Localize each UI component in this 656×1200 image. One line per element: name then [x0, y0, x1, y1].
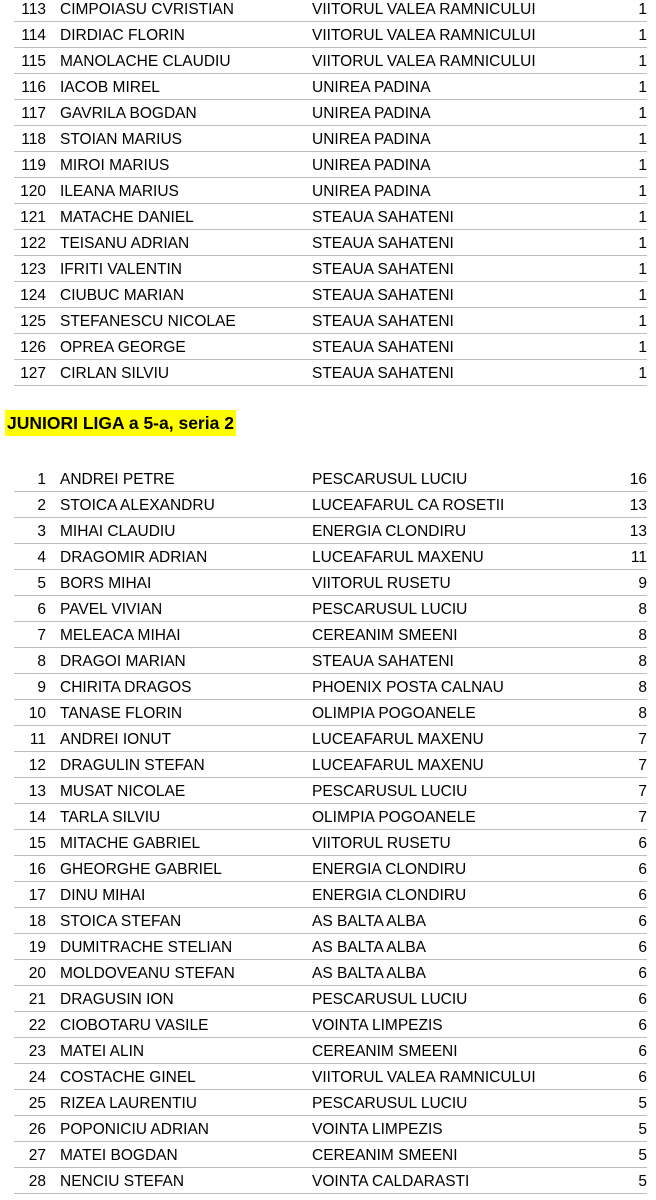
team-cell: STEAUA SAHATENI	[312, 287, 454, 304]
player-name-cell: DRAGUSIN ION	[60, 991, 174, 1008]
table-row	[0, 805, 656, 831]
table-row	[0, 257, 656, 283]
row-divider	[14, 307, 647, 308]
rank-cell: 123	[20, 261, 46, 278]
rank-cell: 21	[28, 991, 46, 1008]
row-divider	[14, 203, 647, 204]
team-cell: STEAUA SAHATENI	[312, 235, 454, 252]
rank-cell: 127	[20, 365, 46, 382]
rank-cell: 12	[28, 757, 46, 774]
goals-cell: 7	[638, 757, 647, 774]
table-row	[0, 701, 656, 727]
rank-cell: 26	[28, 1121, 46, 1138]
goals-cell: 8	[638, 627, 647, 644]
table-row	[0, 649, 656, 675]
goals-cell: 6	[638, 887, 647, 904]
goals-cell: 1	[638, 235, 647, 252]
player-name-cell: RIZEA LAURENTIU	[60, 1095, 197, 1112]
table-row	[0, 675, 656, 701]
team-cell: VIITORUL VALEA RAMNICULUI	[312, 1069, 536, 1086]
goals-cell: 5	[638, 1095, 647, 1112]
table-row	[0, 987, 656, 1013]
goals-cell: 13	[629, 523, 647, 540]
team-cell: PHOENIX POSTA CALNAU	[312, 679, 504, 696]
team-cell: PESCARUSUL LUCIU	[312, 471, 468, 488]
team-cell: PESCARUSUL LUCIU	[312, 783, 468, 800]
goals-cell: 11	[630, 549, 647, 566]
table-row	[0, 831, 656, 857]
player-name-cell: DUMITRACHE STELIAN	[60, 939, 233, 956]
team-cell: VIITORUL VALEA RAMNICULUI	[312, 53, 536, 70]
row-divider	[14, 673, 647, 674]
goals-cell: 7	[638, 809, 647, 826]
rank-cell: 124	[20, 287, 46, 304]
table-row	[0, 493, 656, 519]
scorers-table-juniori-seria-2	[0, 467, 656, 1195]
rank-cell: 2	[37, 497, 46, 514]
goals-cell: 7	[638, 783, 647, 800]
goals-cell: 1	[638, 313, 647, 330]
player-name-cell: CIMPOIASU CVRISTIAN	[60, 1, 234, 18]
table-row	[0, 545, 656, 571]
team-cell: UNIREA PADINA	[312, 183, 431, 200]
goals-cell: 1	[638, 1, 647, 18]
team-cell: UNIREA PADINA	[312, 131, 431, 148]
rank-cell: 15	[28, 835, 46, 852]
row-divider	[14, 725, 647, 726]
row-divider	[14, 777, 647, 778]
table-row	[0, 205, 656, 231]
goals-cell: 6	[638, 965, 647, 982]
team-cell: CEREANIM SMEENI	[312, 1147, 458, 1164]
goals-cell: 1	[638, 365, 647, 382]
player-name-cell: GAVRILA BOGDAN	[60, 105, 197, 122]
row-divider	[14, 699, 647, 700]
table-row	[0, 309, 656, 335]
row-divider	[14, 1115, 647, 1116]
team-cell: STEAUA SAHATENI	[312, 261, 454, 278]
team-cell: PESCARUSUL LUCIU	[312, 601, 468, 618]
rank-cell: 125	[20, 313, 46, 330]
rank-cell: 113	[21, 1, 46, 18]
row-divider	[14, 829, 647, 830]
table-row	[0, 1143, 656, 1169]
team-cell: OLIMPIA POGOANELE	[312, 809, 476, 826]
goals-cell: 1	[638, 27, 647, 44]
player-name-cell: STEFANESCU NICOLAE	[60, 313, 236, 330]
row-divider	[14, 1141, 647, 1142]
rank-cell: 11	[29, 731, 46, 748]
row-divider	[14, 491, 647, 492]
goals-cell: 1	[638, 105, 647, 122]
table-row	[0, 127, 656, 153]
team-cell: VOINTA CALDARASTI	[312, 1173, 470, 1190]
player-name-cell: MATACHE DANIEL	[60, 209, 194, 226]
rank-cell: 20	[28, 965, 46, 982]
goals-cell: 1	[638, 209, 647, 226]
player-name-cell: BORS MIHAI	[60, 575, 152, 592]
team-cell: LUCEAFARUL CA ROSETII	[312, 497, 505, 514]
goals-cell: 1	[638, 183, 647, 200]
team-cell: STEAUA SAHATENI	[312, 339, 454, 356]
goals-cell: 6	[638, 913, 647, 930]
rank-cell: 114	[21, 27, 46, 44]
row-divider	[14, 985, 647, 986]
table-row	[0, 779, 656, 805]
player-name-cell: MELEACA MIHAI	[60, 627, 181, 644]
table-row	[0, 1117, 656, 1143]
team-cell: VOINTA LIMPEZIS	[312, 1017, 443, 1034]
player-name-cell: MATEI ALIN	[60, 1043, 145, 1060]
team-cell: ENERGIA CLONDIRU	[312, 887, 467, 904]
table-row	[0, 1039, 656, 1065]
goals-cell: 5	[638, 1147, 647, 1164]
row-divider	[14, 1037, 647, 1038]
rank-cell: 19	[28, 939, 46, 956]
row-divider	[14, 177, 647, 178]
team-cell: PESCARUSUL LUCIU	[312, 1095, 468, 1112]
row-divider	[14, 855, 647, 856]
player-name-cell: MIHAI CLAUDIU	[60, 523, 176, 540]
rank-cell: 120	[20, 183, 46, 200]
player-name-cell: DIRDIAC FLORIN	[60, 27, 185, 44]
row-divider	[14, 1011, 647, 1012]
player-name-cell: GHEORGHE GABRIEL	[60, 861, 222, 878]
player-name-cell: DRAGOMIR ADRIAN	[60, 549, 208, 566]
player-name-cell: MITACHE GABRIEL	[60, 835, 201, 852]
team-cell: PESCARUSUL LUCIU	[312, 991, 468, 1008]
goals-cell: 13	[629, 497, 647, 514]
team-cell: LUCEAFARUL MAXENU	[312, 757, 484, 774]
rank-cell: 3	[37, 523, 46, 540]
goals-cell: 1	[638, 261, 647, 278]
team-cell: STEAUA SAHATENI	[312, 313, 454, 330]
player-name-cell: POPONICIU ADRIAN	[60, 1121, 209, 1138]
player-name-cell: OPREA GEORGE	[60, 339, 186, 356]
player-name-cell: PAVEL VIVIAN	[60, 601, 163, 618]
row-divider	[14, 1193, 647, 1194]
table-row	[0, 101, 656, 127]
player-name-cell: DRAGOI MARIAN	[60, 653, 186, 670]
table-row	[0, 179, 656, 205]
table-row	[0, 231, 656, 257]
player-name-cell: NENCIU STEFAN	[60, 1173, 185, 1190]
player-name-cell: MOLDOVEANU STEFAN	[60, 965, 235, 982]
rank-cell: 17	[28, 887, 46, 904]
table-row	[0, 857, 656, 883]
table-row	[0, 153, 656, 179]
rank-cell: 7	[37, 627, 46, 644]
team-cell: STEAUA SAHATENI	[312, 365, 454, 382]
player-name-cell: CIRLAN SILVIU	[60, 365, 170, 382]
goals-cell: 6	[638, 1069, 647, 1086]
row-divider	[14, 1089, 647, 1090]
table-row	[0, 519, 656, 545]
team-cell: CEREANIM SMEENI	[312, 1043, 458, 1060]
player-name-cell: ILEANA MARIUS	[60, 183, 179, 200]
table-row	[0, 1169, 656, 1195]
player-name-cell: TANASE FLORIN	[60, 705, 183, 722]
player-name-cell: IACOB MIREL	[60, 79, 160, 96]
team-cell: AS BALTA ALBA	[312, 939, 427, 956]
goals-cell: 6	[638, 835, 647, 852]
row-divider	[14, 385, 647, 386]
rank-cell: 28	[28, 1173, 46, 1190]
team-cell: CEREANIM SMEENI	[312, 627, 458, 644]
goals-cell: 5	[638, 1121, 647, 1138]
rank-cell: 27	[28, 1147, 46, 1164]
player-name-cell: STOICA STEFAN	[60, 913, 182, 930]
table-row	[0, 597, 656, 623]
rank-cell: 23	[28, 1043, 46, 1060]
scorers-table-top	[0, 0, 656, 387]
row-divider	[14, 1063, 647, 1064]
rank-cell: 4	[37, 549, 46, 566]
team-cell: VIITORUL RUSETU	[312, 575, 451, 592]
row-divider	[14, 959, 647, 960]
team-cell: VIITORUL VALEA RAMNICULUI	[312, 27, 536, 44]
goals-cell: 6	[638, 1017, 647, 1034]
row-divider	[14, 125, 647, 126]
table-row	[0, 0, 656, 23]
table-row	[0, 909, 656, 935]
team-cell: LUCEAFARUL MAXENU	[312, 731, 484, 748]
section-heading: JUNIORI LIGA a 5-a, seria 2	[5, 410, 236, 436]
row-divider	[14, 229, 647, 230]
goals-cell: 8	[638, 653, 647, 670]
goals-cell: 6	[638, 1043, 647, 1060]
goals-cell: 5	[638, 1173, 647, 1190]
team-cell: ENERGIA CLONDIRU	[312, 523, 467, 540]
team-cell: UNIREA PADINA	[312, 105, 431, 122]
player-name-cell: MANOLACHE CLAUDIU	[60, 53, 231, 70]
table-row	[0, 1013, 656, 1039]
team-cell: UNIREA PADINA	[312, 157, 431, 174]
team-cell: STEAUA SAHATENI	[312, 209, 454, 226]
row-divider	[14, 151, 647, 152]
player-name-cell: CIOBOTARU VASILE	[60, 1017, 209, 1034]
team-cell: STEAUA SAHATENI	[312, 653, 454, 670]
goals-cell: 8	[638, 679, 647, 696]
rank-cell: 10	[28, 705, 46, 722]
team-cell: ENERGIA CLONDIRU	[312, 861, 467, 878]
player-name-cell: TEISANU ADRIAN	[60, 235, 190, 252]
table-row	[0, 1065, 656, 1091]
table-row	[0, 883, 656, 909]
team-cell: OLIMPIA POGOANELE	[312, 705, 476, 722]
rank-cell: 121	[20, 209, 46, 226]
goals-cell: 6	[638, 861, 647, 878]
table-row	[0, 571, 656, 597]
team-cell: VIITORUL VALEA RAMNICULUI	[312, 1, 536, 18]
rank-cell: 6	[37, 601, 46, 618]
team-cell: AS BALTA ALBA	[312, 965, 427, 982]
row-divider	[14, 255, 647, 256]
rank-cell: 9	[37, 679, 46, 696]
player-name-cell: MIROI MARIUS	[60, 157, 170, 174]
rank-cell: 5	[37, 575, 46, 592]
row-divider	[14, 1167, 647, 1168]
rank-cell: 24	[28, 1069, 46, 1086]
table-row	[0, 49, 656, 75]
goals-cell: 1	[638, 53, 647, 70]
goals-cell: 7	[638, 731, 647, 748]
row-divider	[14, 647, 647, 648]
player-name-cell: STOIAN MARIUS	[60, 131, 183, 148]
rank-cell: 16	[28, 861, 46, 878]
row-divider	[14, 21, 647, 22]
row-divider	[14, 751, 647, 752]
table-row	[0, 335, 656, 361]
rank-cell: 119	[21, 157, 46, 174]
rank-cell: 117	[21, 105, 46, 122]
rank-cell: 13	[28, 783, 46, 800]
goals-cell: 16	[629, 471, 647, 488]
goals-cell: 1	[638, 339, 647, 356]
row-divider	[14, 281, 647, 282]
player-name-cell: CIUBUC MARIAN	[60, 287, 185, 304]
team-cell: VOINTA LIMPEZIS	[312, 1121, 443, 1138]
rank-cell: 115	[21, 53, 46, 70]
table-row	[0, 961, 656, 987]
rank-cell: 126	[20, 339, 46, 356]
goals-cell: 6	[638, 939, 647, 956]
rank-cell: 1	[37, 471, 46, 488]
row-divider	[14, 569, 647, 570]
player-name-cell: IFRITI VALENTIN	[60, 261, 183, 278]
table-row	[0, 75, 656, 101]
player-name-cell: ANDREI IONUT	[60, 731, 172, 748]
row-divider	[14, 73, 647, 74]
row-divider	[14, 881, 647, 882]
row-divider	[14, 47, 647, 48]
player-name-cell: DRAGULIN STEFAN	[60, 757, 205, 774]
player-name-cell: MUSAT NICOLAE	[60, 783, 186, 800]
row-divider	[14, 543, 647, 544]
row-divider	[14, 933, 647, 934]
row-divider	[14, 333, 647, 334]
goals-cell: 1	[638, 287, 647, 304]
goals-cell: 1	[638, 79, 647, 96]
player-name-cell: CHIRITA DRAGOS	[60, 679, 192, 696]
goals-cell: 1	[638, 131, 647, 148]
table-row	[0, 1091, 656, 1117]
table-row	[0, 283, 656, 309]
table-row	[0, 361, 656, 387]
team-cell: AS BALTA ALBA	[312, 913, 427, 930]
rank-cell: 118	[21, 131, 46, 148]
table-row	[0, 23, 656, 49]
row-divider	[14, 621, 647, 622]
table-row	[0, 753, 656, 779]
goals-cell: 8	[638, 601, 647, 618]
player-name-cell: STOICA ALEXANDRU	[60, 497, 215, 514]
row-divider	[14, 803, 647, 804]
row-divider	[14, 907, 647, 908]
rank-cell: 18	[28, 913, 46, 930]
table-row	[0, 935, 656, 961]
rank-cell: 25	[28, 1095, 46, 1112]
row-divider	[14, 595, 647, 596]
rank-cell: 14	[28, 809, 46, 826]
rank-cell: 122	[20, 235, 46, 252]
team-cell: UNIREA PADINA	[312, 79, 431, 96]
row-divider	[14, 517, 647, 518]
player-name-cell: ANDREI PETRE	[60, 471, 175, 488]
table-row	[0, 727, 656, 753]
goals-cell: 1	[638, 157, 647, 174]
row-divider	[14, 359, 647, 360]
rank-cell: 116	[21, 79, 46, 96]
goals-cell: 6	[638, 991, 647, 1008]
row-divider	[14, 99, 647, 100]
table-row	[0, 623, 656, 649]
player-name-cell: COSTACHE GINEL	[60, 1069, 196, 1086]
goals-cell: 8	[638, 705, 647, 722]
player-name-cell: MATEI BOGDAN	[60, 1147, 178, 1164]
rank-cell: 22	[28, 1017, 46, 1034]
rank-cell: 8	[37, 653, 46, 670]
team-cell: LUCEAFARUL MAXENU	[312, 549, 484, 566]
team-cell: VIITORUL RUSETU	[312, 835, 451, 852]
table-row	[0, 467, 656, 493]
player-name-cell: DINU MIHAI	[60, 887, 146, 904]
goals-cell: 9	[638, 575, 647, 592]
player-name-cell: TARLA SILVIU	[60, 809, 161, 826]
